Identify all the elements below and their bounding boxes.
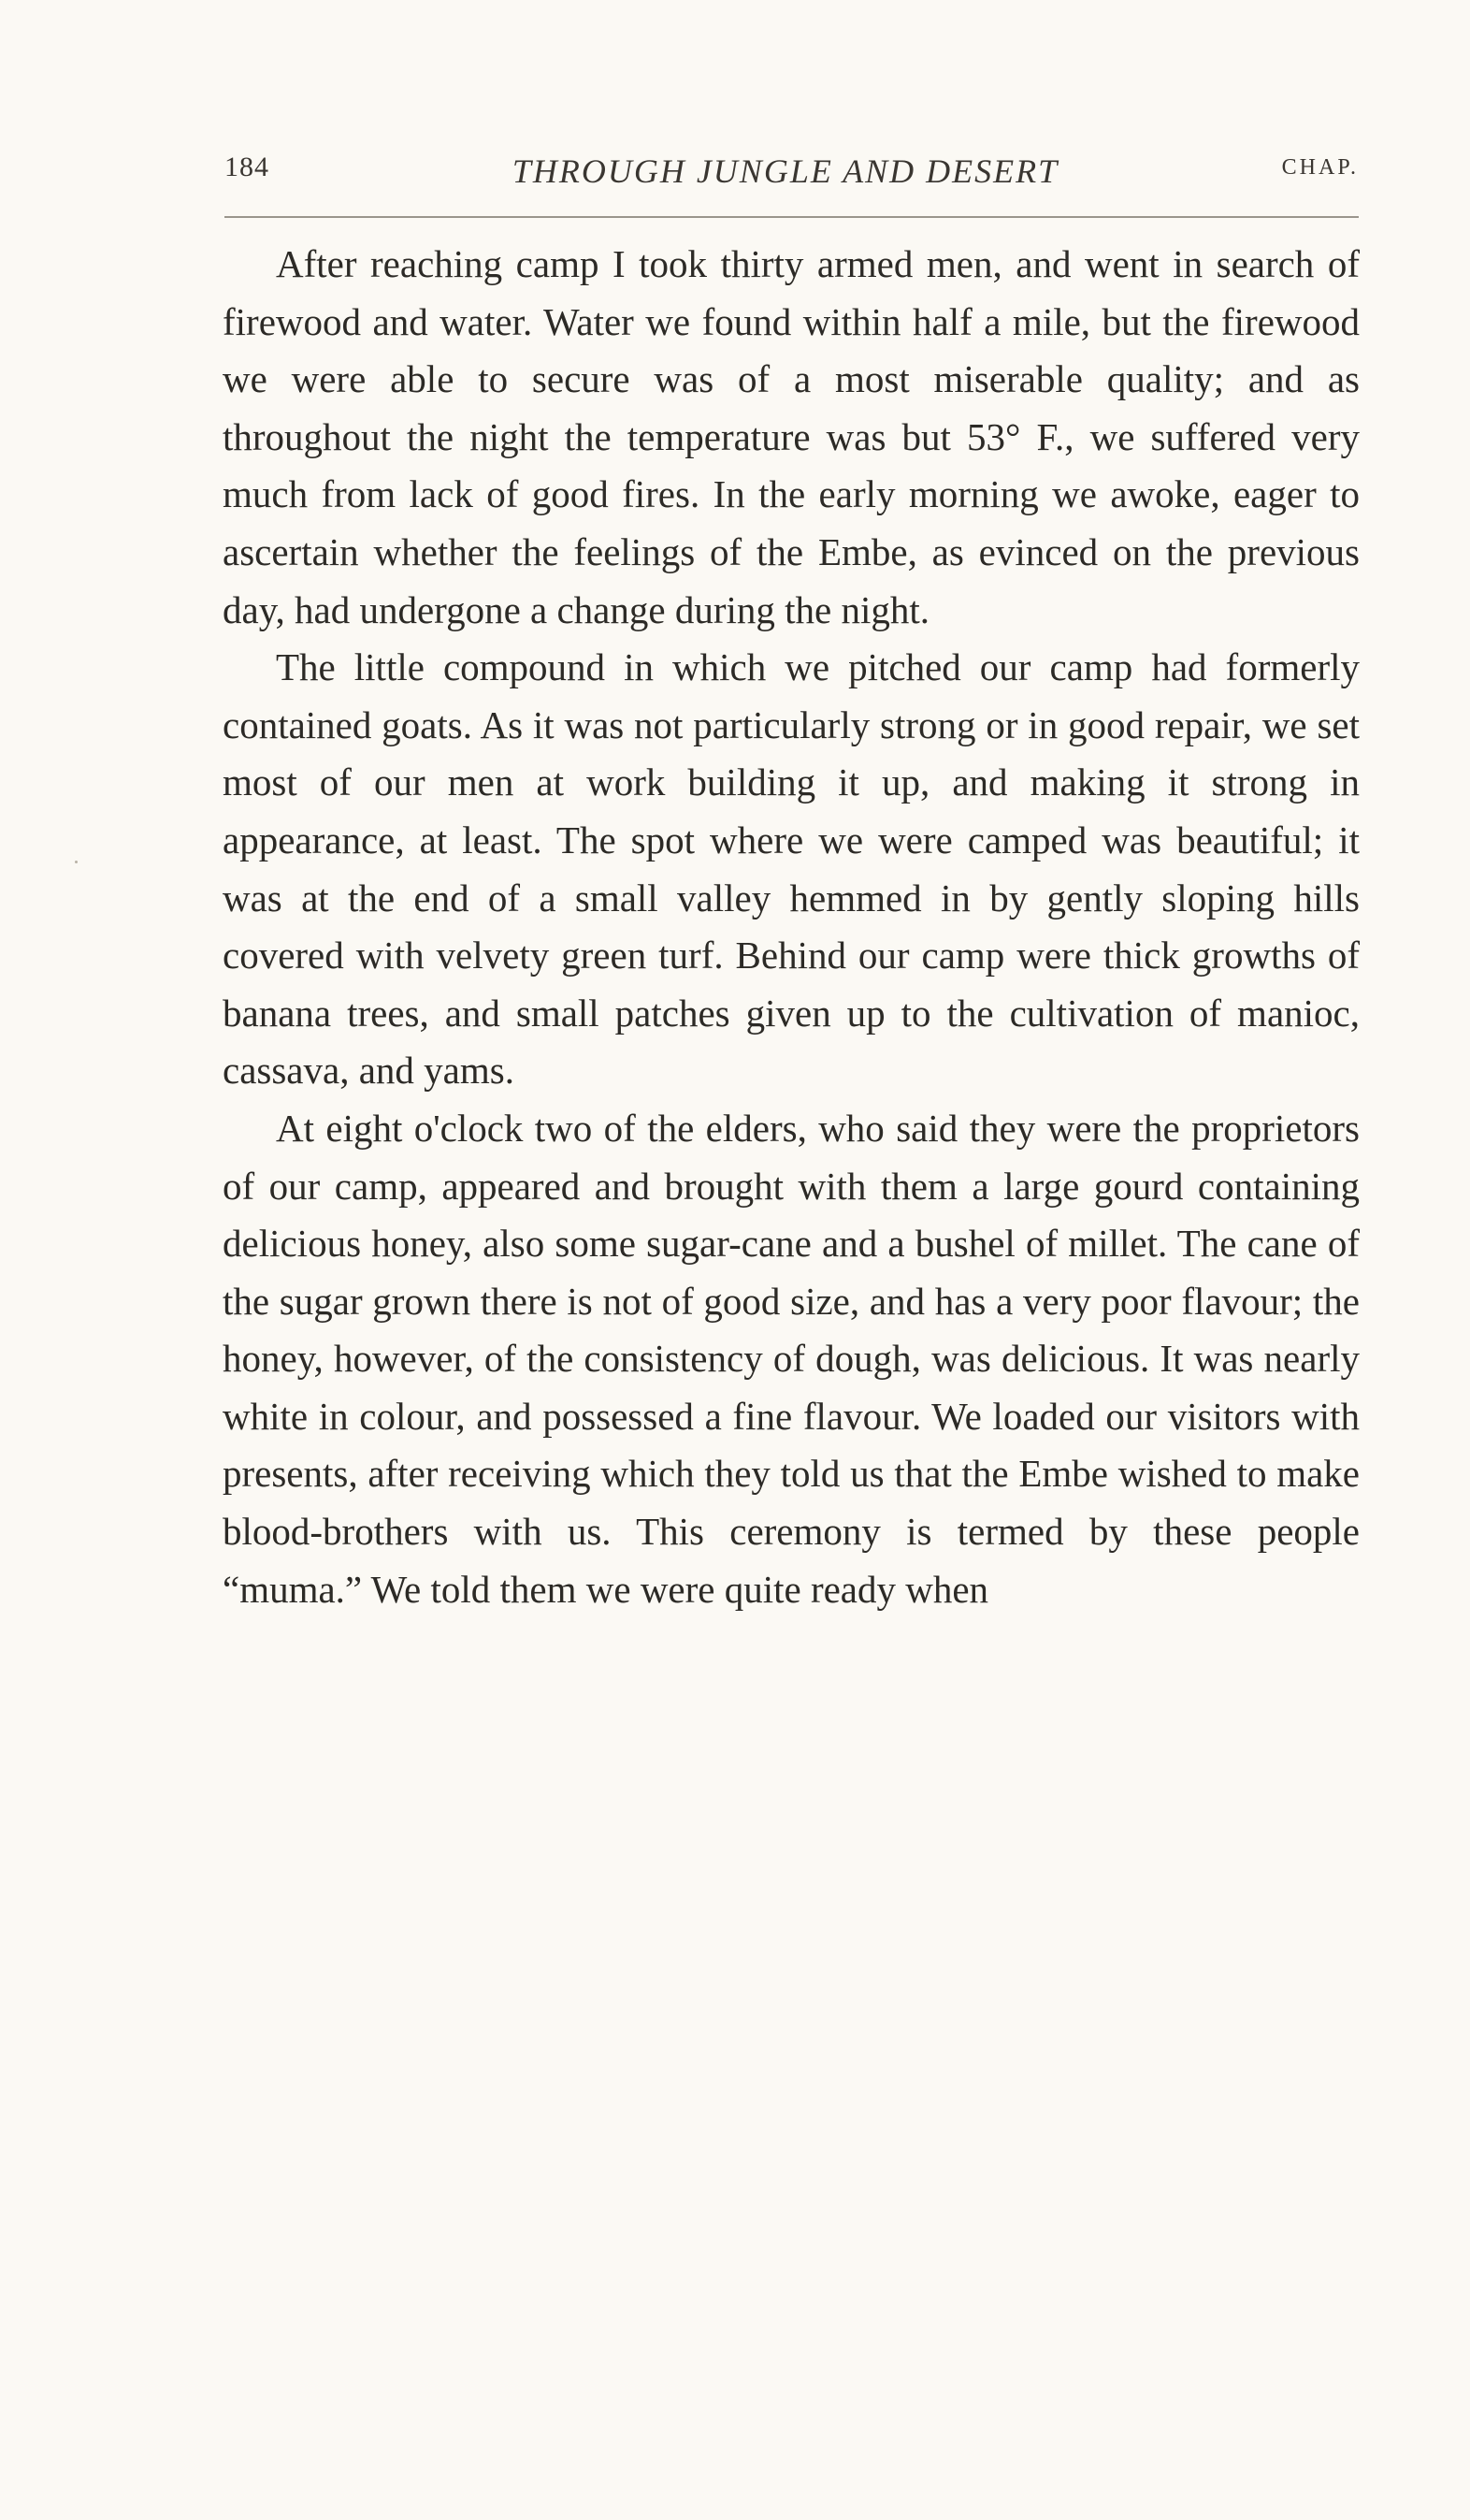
paragraph-compound: The little compound in which we pitched our camp had formerly contained goats. As it was not particularly strong or in good repair, we set most of our men at work building it up, and making it strong in appearance, at least. The spot where we were camped was beautiful; it was at the end of a small valley hemmed in by gently sloping hills covered with velvety green turf. Behind our camp were thick growths of banana trees, and small patches given up to the cultivation of manioc, cassava, and yams. <box>223 645 1360 1093</box>
body-text <box>223 236 1360 1618</box>
paper-speck <box>75 861 78 863</box>
paragraph-camp-firewood: After reaching camp I took thirty armed men, and went in search of firewood and water. Water we found within half a mile, but the firewood we were able to secure was of a most miserable quality; and as throughout the night the temperature was but 53° F., we suffered very much from lack of good fires. In the early morning we awoke, eager to ascertain whether the feelings of the Embe, as evinced on the previous day, had undergone a change during the night. <box>223 242 1360 631</box>
chapter-label: CHAP. <box>1281 155 1359 180</box>
running-head <box>224 152 1359 196</box>
paragraph-elders-visit: At eight o'clock two of the elders, who said they were the proprietors of our camp, appeared and brought with them a large gourd containing delicious honey, also some sugar-cane and a bushel of millet. The cane of the sugar grown there is not of good size, and has a very poor flavour; the honey, however, of the consistency of dough, was delicious. It was nearly white in colour, and possessed a fine flavour. We loaded our visitors with presents, after receiving which they told us that the Embe wished to make blood-brothers with us. This ceremony is termed by these people “muma.” We told them we were quite ready when <box>223 1106 1360 1611</box>
page-number: 184 <box>224 152 269 182</box>
running-title: THROUGH JUNGLE AND DESERT <box>512 152 1059 190</box>
header-rule <box>224 216 1359 218</box>
